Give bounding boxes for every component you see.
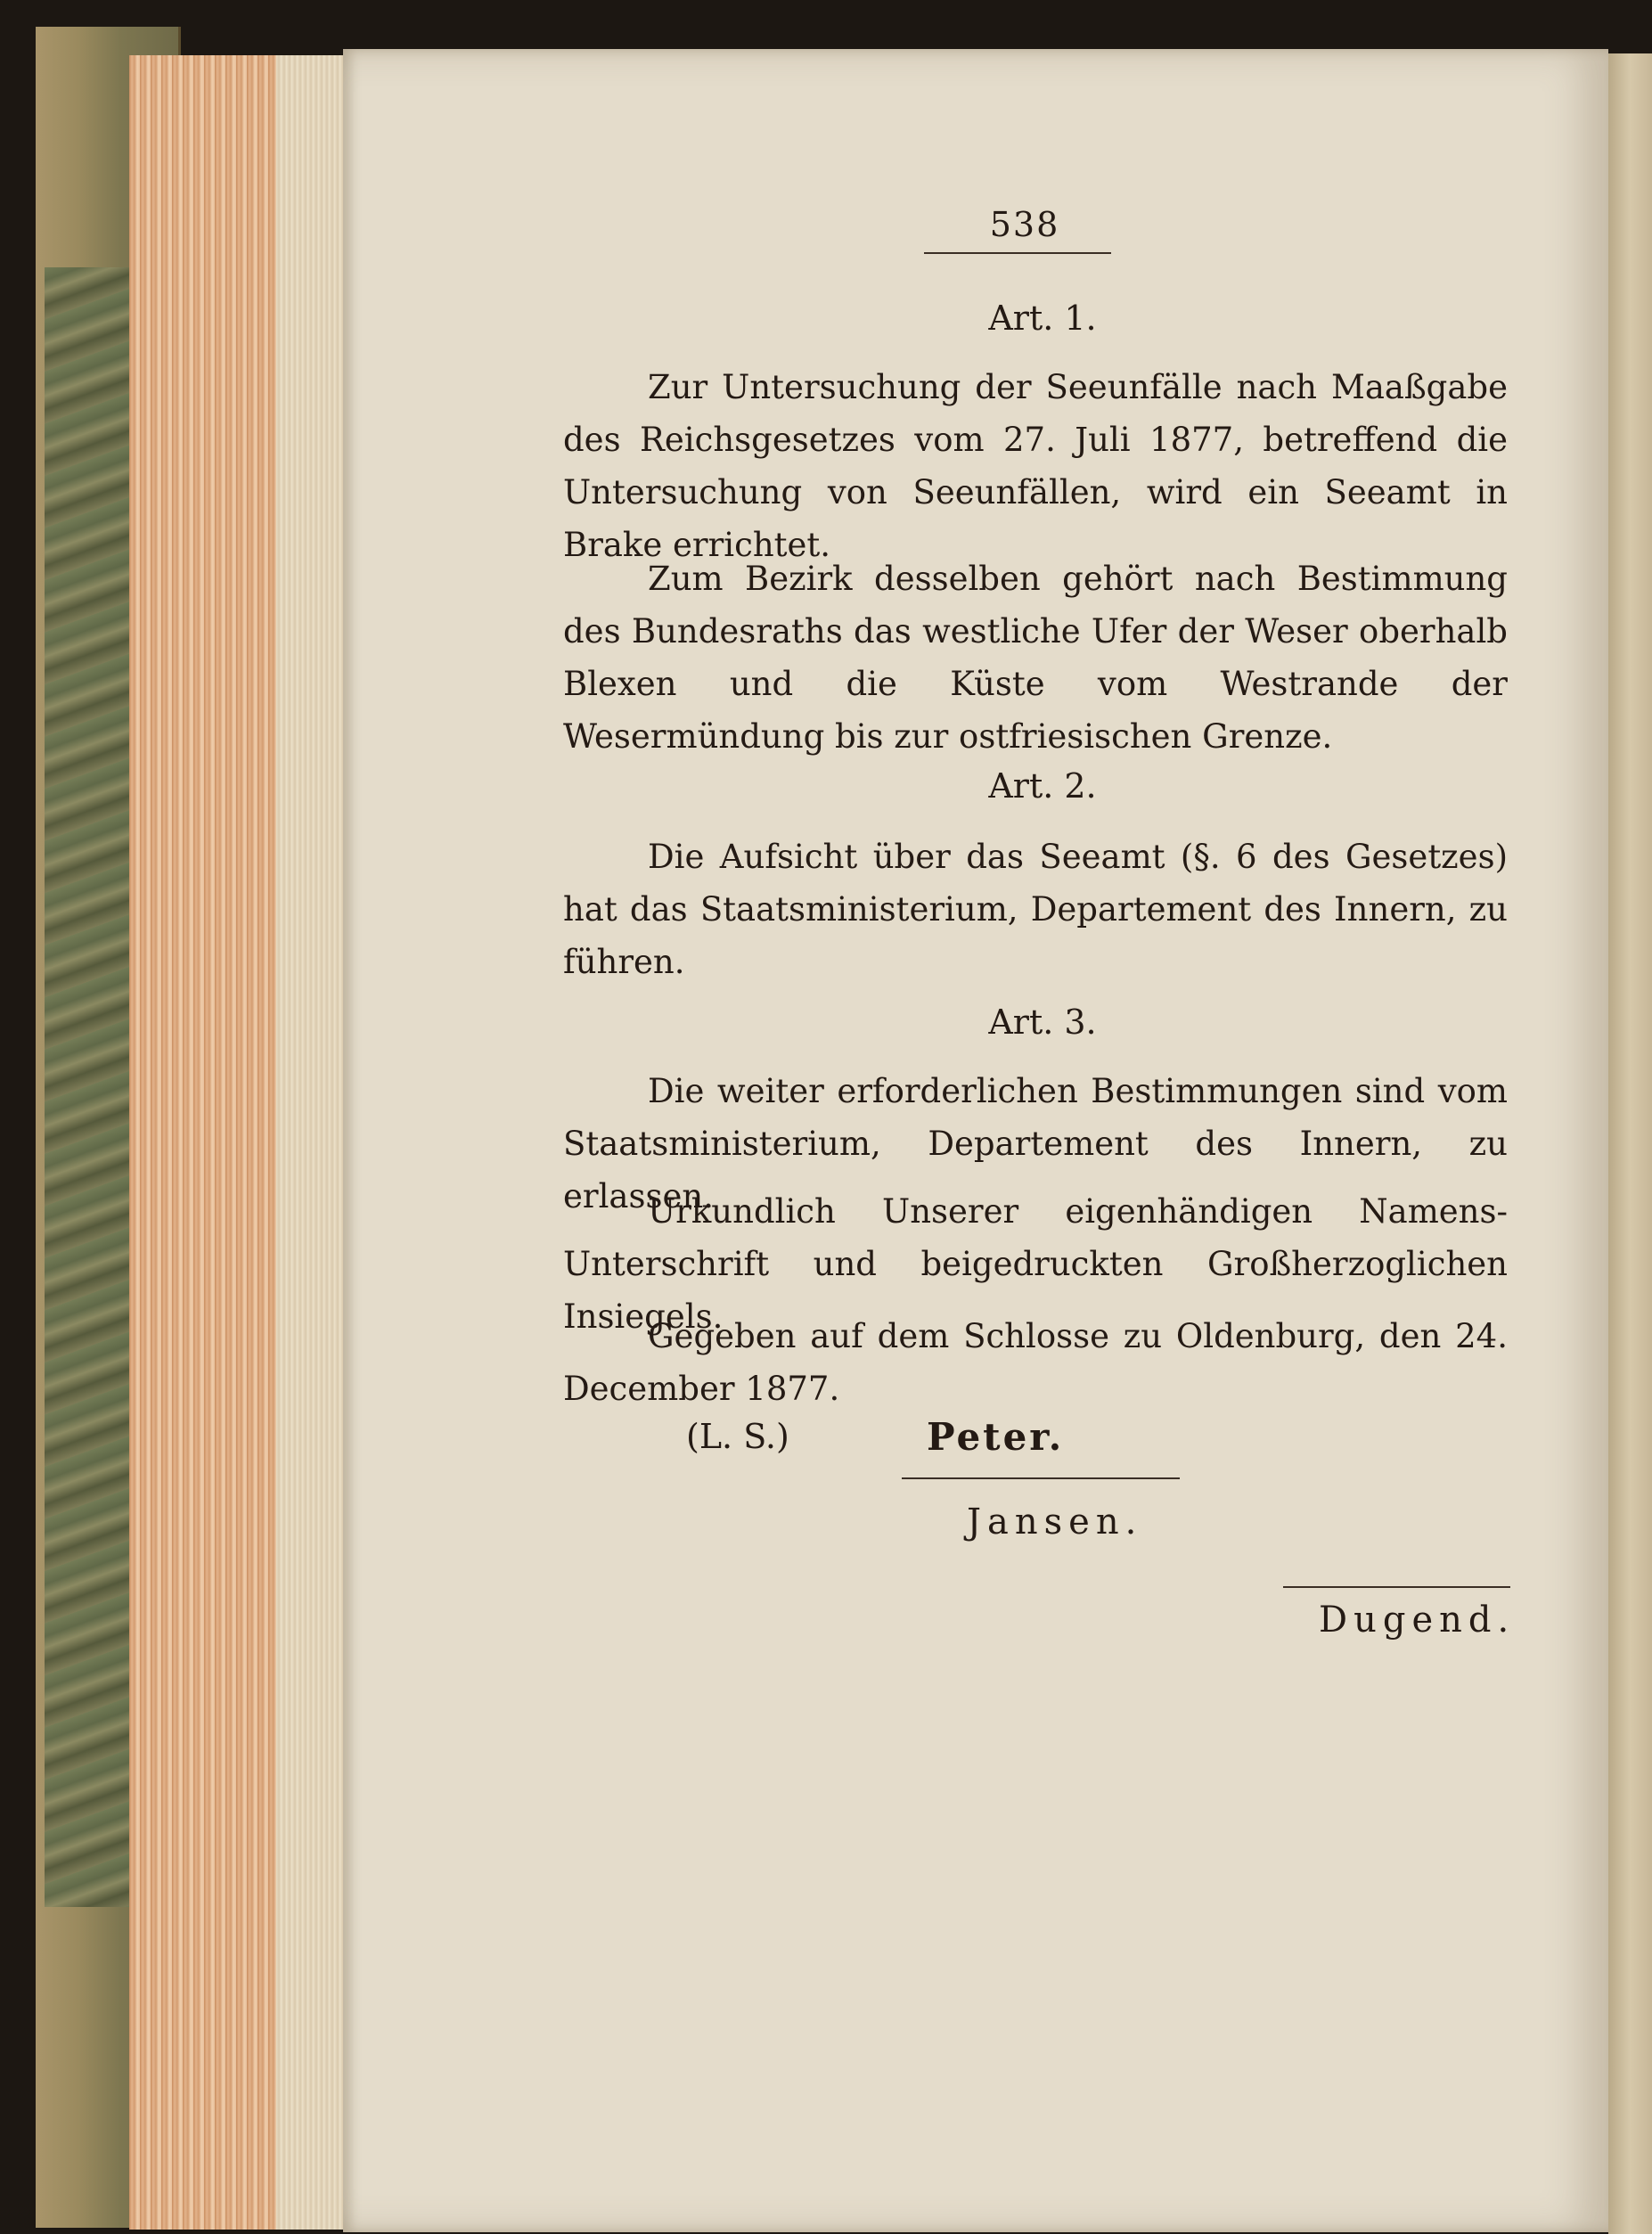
- header-rule: [924, 252, 1111, 254]
- page-edges: [129, 55, 348, 2230]
- closing-paragraph-2: Gegeben auf dem Schlosse zu Oldenburg, den 24. December 1877.: [563, 1317, 1508, 1408]
- article-2-heading: Art. 2.: [988, 766, 1097, 806]
- article-1-heading: Art. 1.: [988, 299, 1097, 338]
- signature-rule-1: [902, 1477, 1180, 1479]
- signature-rule-2: [1283, 1586, 1510, 1588]
- article-3-heading: Art. 3.: [988, 1002, 1097, 1042]
- signature-peter: Peter.: [927, 1415, 1065, 1459]
- facing-page-edge: [1608, 53, 1652, 2234]
- seal-mark: (L. S.): [686, 1417, 789, 1456]
- article-2-paragraph-1: Die Aufsicht über das Seeamt (§. 6 des Gesetzes) hat das Staatsministerium, Departement des Innern, zu führen.: [563, 838, 1508, 981]
- article-1-paragraph-1: Zur Untersuchung der Seeunfälle nach Maaßgabe des Reichsgesetzes vom 27. Juli 1877, betreffend die Untersuchung von Seeunfällen, wird ein Seeamt in Brake errichtet.: [563, 368, 1508, 564]
- page-number: 538: [989, 205, 1060, 244]
- article-3-paragraph-1: Die weiter erforderlichen Bestimmungen sind vom Staatsministerium, Departement des Innern, zu erlassen.: [563, 1072, 1508, 1215]
- signature-jansen: Jansen.: [967, 1502, 1143, 1543]
- closing-paragraph-1: Urkundlich Unserer eigenhändigen Namens-Unterschrift und beigedruckten Großherzoglichen Insiegels.: [563, 1192, 1508, 1336]
- article-1-paragraph-2: Zum Bezirk desselben gehört nach Bestimmung des Bundesraths das westliche Ufer der Weser oberhalb Blexen und die Küste vom Westrande der Wesermündung bis zur ostfriesischen Grenze.: [563, 560, 1508, 756]
- signature-dugend: Dugend.: [1319, 1600, 1516, 1641]
- marbled-cover: [45, 267, 129, 1907]
